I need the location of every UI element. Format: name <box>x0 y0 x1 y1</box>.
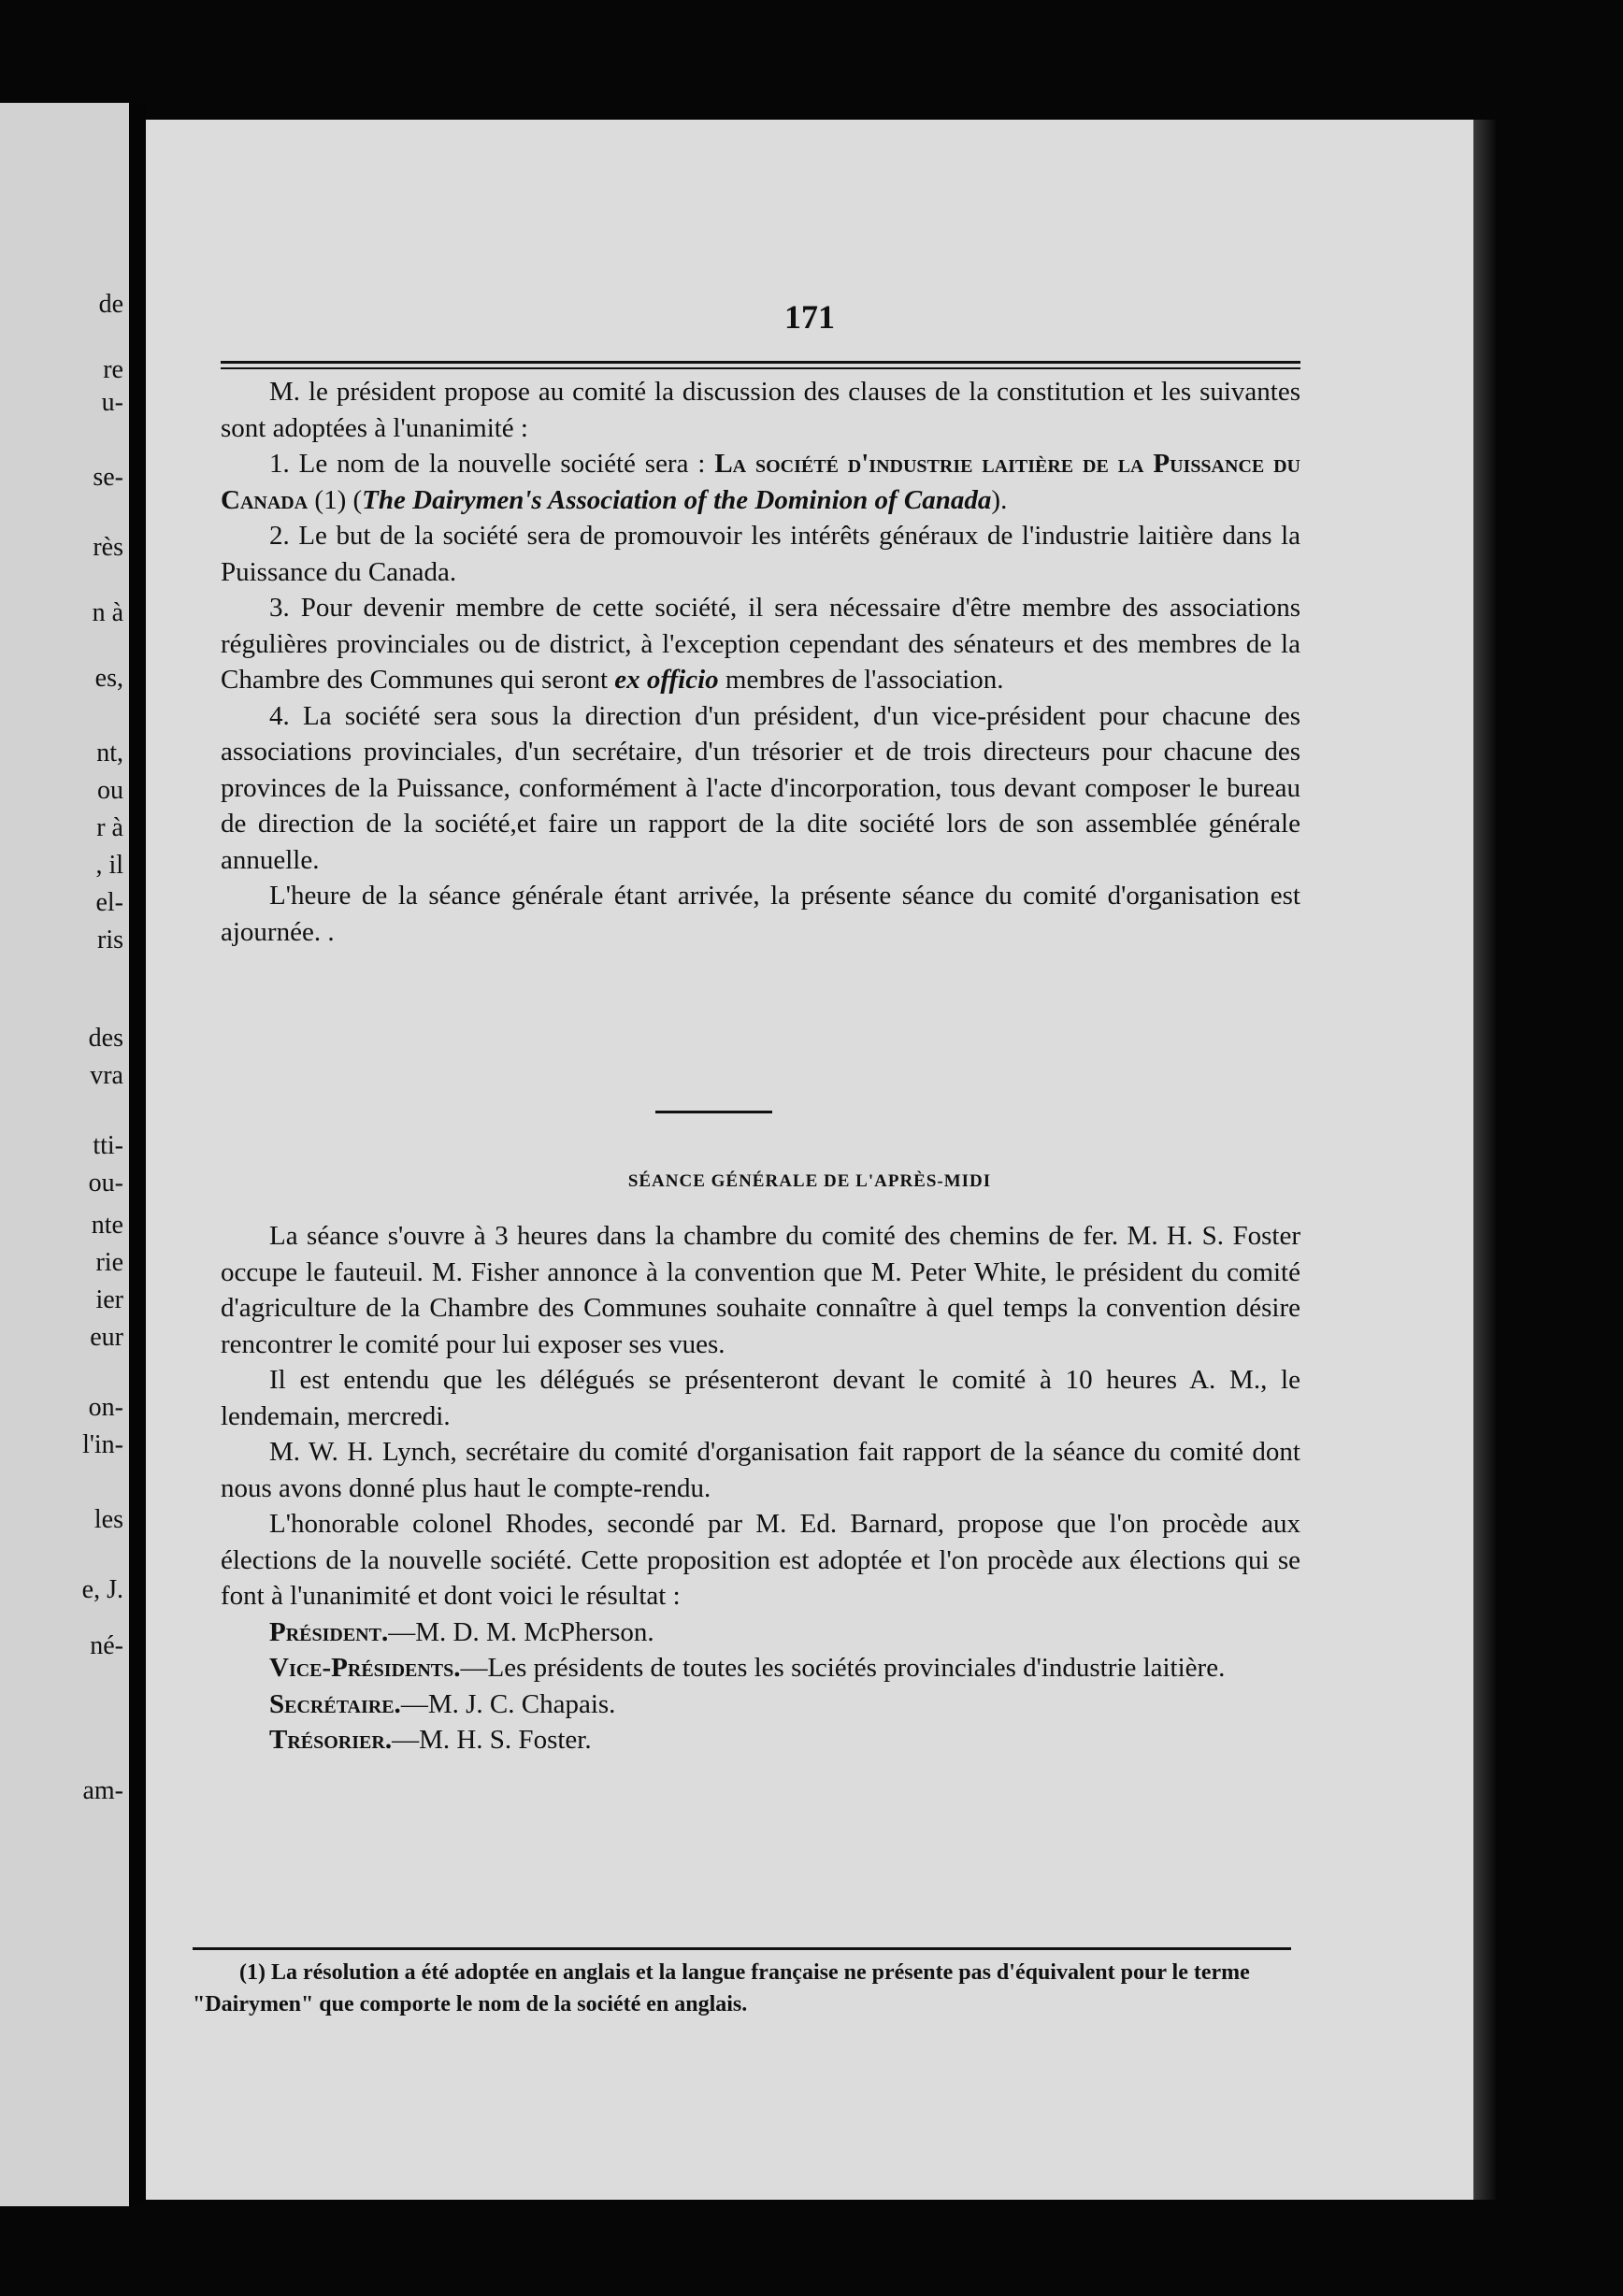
officer-value: —M. H. S. Foster. <box>392 1725 592 1755</box>
page-edge-shadow <box>1473 120 1496 2200</box>
adjacent-page-word: r à <box>96 813 123 842</box>
adjacent-page-word: nte <box>91 1211 123 1240</box>
officer-value: —M. J. C. Chapais. <box>400 1688 616 1719</box>
officer-role: Président. <box>269 1616 389 1647</box>
society-name-fr: La société d'industrie laitière de la Puissance du Canada <box>221 449 1301 515</box>
clause-1-end: ). <box>991 484 1008 515</box>
adjacent-page-word: ou <box>97 776 123 805</box>
adjacent-page-word: nt, <box>96 739 123 768</box>
adjacent-page-word: des <box>88 1024 123 1053</box>
clause-3 <box>221 590 1300 698</box>
adjacent-page-word: rès <box>93 533 123 562</box>
footnote-rule <box>193 1947 1291 1950</box>
adjacent-page-word: vra <box>90 1061 123 1090</box>
footnote <box>193 1957 1291 2020</box>
paragraph-motion: M. le président propose au comité la discussion des clauses de la constitution et les suivantes sont adoptées à l'unanimité : <box>221 377 1300 443</box>
officer-value: —Les présidents de toutes les sociétés provinciales d'industrie laitière. <box>460 1653 1226 1683</box>
section-heading: SÉANCE GÉNÉRALE DE L'APRÈS-MIDI <box>627 1171 992 1191</box>
clause-3-text: 3. Pour devenir membre de cette société, il sera nécessaire d'être membre des associations régulières provinciales ou de district, à l'exception cependant des sénateurs et des membres de la Chambre des Communes qui seront <box>221 593 1300 695</box>
adjacent-page-word: e, J. <box>81 1575 123 1604</box>
officer-value: —M. D. M. McPherson. <box>388 1616 654 1647</box>
adjacent-page-word: les <box>93 1505 123 1534</box>
adjacent-page-fragment <box>0 103 129 2206</box>
committee-text <box>221 374 1300 950</box>
clause-3-end: membres de l'association. <box>718 665 1004 695</box>
society-name-en: The Dairymen's Association of the Dominion of Canada <box>362 484 992 515</box>
adjacent-page-word: ier <box>95 1285 123 1314</box>
officer-role: Vice-Présidents. <box>269 1653 461 1683</box>
officer-president <box>221 1614 1300 1651</box>
book-gutter <box>129 103 146 2206</box>
paragraph-elections: L'honorable colonel Rhodes, secondé par M. Ed. Barnard, propose que l'on procède aux élections de la nouvelle société. Cette proposition est adoptée et l'on procède aux élections qui se font à l'unanimité et dont voici le résultat : <box>221 1509 1300 1611</box>
adjacent-page-word: es, <box>94 664 123 693</box>
officer-secretary <box>221 1686 1300 1723</box>
officer-vice-presidents <box>221 1650 1300 1686</box>
adjacent-page-word: ris <box>97 926 123 954</box>
paragraph-opening: La séance s'ouvre à 3 heures dans la chambre du comité des chemins de fer. M. H. S. Foster occupe le fauteuil. M. Fisher annonce à la convention que M. Peter White, le président du comité d'agriculture de la Chambre des Communes souhaite connaître à quel temps la convention désire rencontrer le comité pour lui exposer ses vues. <box>221 1221 1300 1359</box>
adjacent-page-word: , il <box>95 851 123 880</box>
paragraph-delegates: Il est entendu que les délégués se présenteront devant le comité à 10 heures A. M., le lendemain, mercredi. <box>221 1365 1300 1431</box>
document-page <box>146 120 1473 2200</box>
paragraph-adjourned: L'heure de la séance générale étant arrivée, la présente séance du comité d'organisation est ajournée. . <box>221 881 1300 947</box>
adjacent-page-word: on- <box>88 1393 123 1422</box>
adjacent-page-word: de <box>98 290 123 319</box>
section-divider <box>655 1111 772 1113</box>
adjacent-page-word: rie <box>95 1248 123 1277</box>
general-session-text <box>221 1218 1300 1758</box>
adjacent-page-word: u- <box>101 388 123 417</box>
clause-1-lead: 1. Le nom de la nouvelle société sera : <box>269 449 715 479</box>
ex-officio: ex officio <box>614 665 719 695</box>
clause-2: 2. Le but de la société sera de promouvoir les intérêts généraux de l'industrie laitière dans la Puissance du Canada. <box>221 521 1300 587</box>
adjacent-page-word: se- <box>93 463 123 492</box>
adjacent-page-word: am- <box>82 1776 123 1805</box>
adjacent-page-word: ou- <box>88 1169 123 1198</box>
paragraph-report: M. W. H. Lynch, secrétaire du comité d'organisation fait rapport de la séance du comité dont nous avons donné plus haut le compte-rendu. <box>221 1437 1300 1503</box>
adjacent-page-word: eur <box>90 1323 123 1352</box>
officer-role: Trésorier. <box>269 1725 393 1755</box>
officer-role: Secrétaire. <box>269 1688 401 1719</box>
page-number: 171 <box>784 298 835 336</box>
clause-4: 4. La société sera sous la direction d'un président, d'un vice-président pour chacune des associations provinciales, d'un secrétaire, d'un trésorier et de trois directeurs pour chacune des provinces de la Puissance, conformément à l'acte d'incorporation, tous devant composer le bureau de direction de la société,et faire un rapport de la dite société lors de son assemblée générale annuelle. <box>221 700 1300 875</box>
header-double-rule <box>221 361 1300 369</box>
adjacent-page-word: né- <box>90 1631 123 1660</box>
adjacent-page-word: tti- <box>93 1131 123 1160</box>
adjacent-page-word: n à <box>92 598 123 627</box>
footnote-text: (1) La résolution a été adoptée en anglais et la langue française ne présente pas d'équivalent pour le terme "Dairymen" que comporte le nom de la société en anglais. <box>193 1960 1250 2016</box>
clause-1 <box>221 446 1300 518</box>
officer-treasurer <box>221 1722 1300 1758</box>
adjacent-page-word: l'in- <box>82 1430 123 1459</box>
adjacent-page-word: el- <box>95 888 123 917</box>
clause-1-ref: (1) ( <box>308 484 363 515</box>
adjacent-page-word: re <box>103 355 123 384</box>
